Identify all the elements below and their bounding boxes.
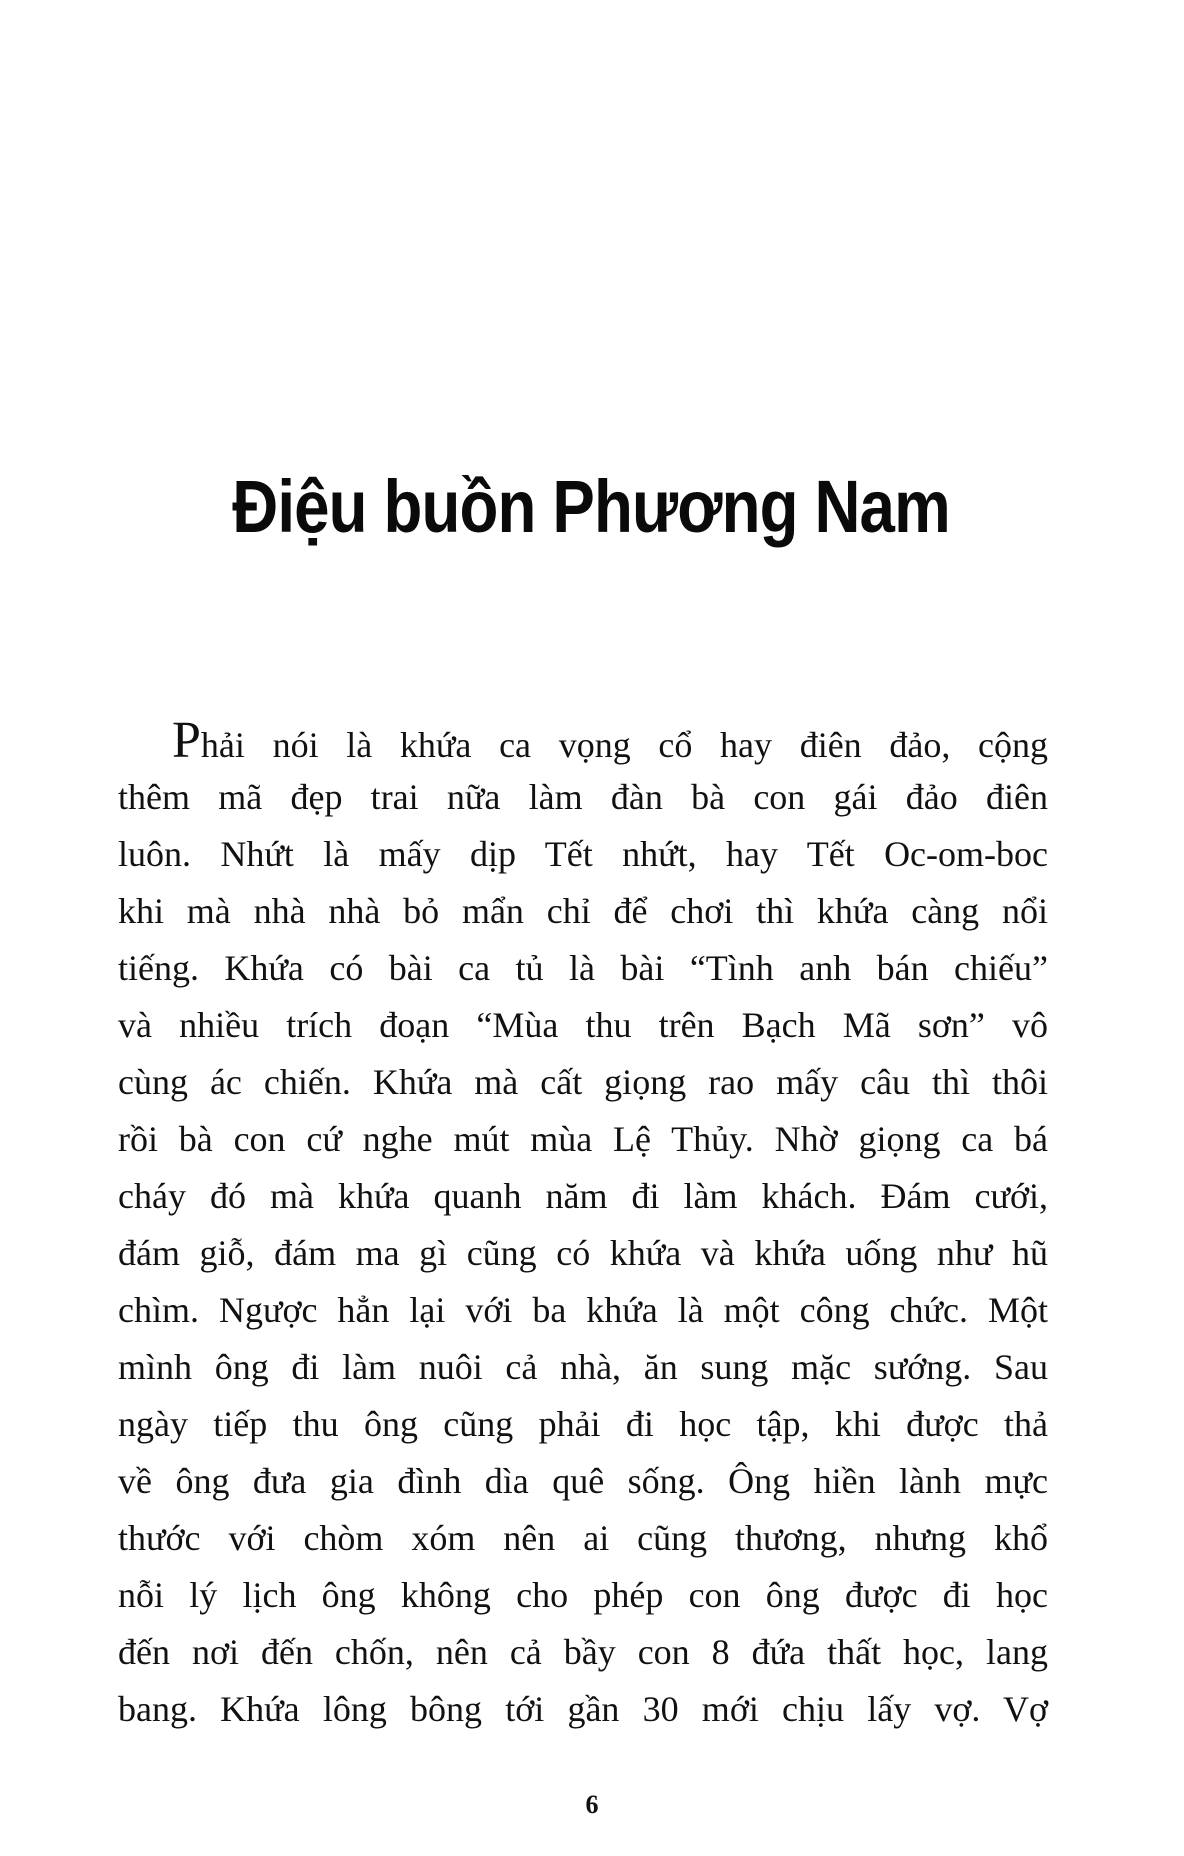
text-line: nỗi lý lịch ông không cho phép con ông được đi học [118,1575,1048,1615]
text-line: đến nơi đến chốn, nên cả bầy con 8 đứa thất học, lang [118,1632,1048,1672]
text-line: ngày tiếp thu ông cũng phải đi học tập, khi được thả [118,1404,1048,1444]
text-line: tiếng. Khứa có bài ca tủ là bài “Tình anh bán chiếu” [118,948,1048,988]
text-line: cùng ác chiến. Khứa mà cất giọng rao mấy câu thì thôi [118,1062,1048,1102]
text-line: đám giỗ, đám ma gì cũng có khứa và khứa uống như hũ [118,1233,1048,1273]
chapter-title: Điệu buồn Phương Nam [232,465,950,548]
text-line: bang. Khứa lông bông tới gần 30 mới chịu lấy vợ. Vợ [118,1689,1048,1729]
text-line: chìm. Ngược hẳn lại với ba khứa là một công chức. Một [118,1290,1048,1330]
text-line [118,712,1048,769]
body-paragraph [118,712,1048,1738]
bleed-through-marks [420,55,670,75]
drop-cap: P [172,712,201,769]
text-line: cháy đó mà khứa quanh năm đi làm khách. Đám cưới, [118,1176,1048,1216]
text-line: luôn. Nhứt là mấy dịp Tết nhứt, hay Tết Oc-om-boc [118,834,1048,874]
text-line: mình ông đi làm nuôi cả nhà, ăn sung mặc sướng. Sau [118,1347,1048,1387]
first-line-text: hải nói là khứa ca vọng cổ hay điên đảo, cộng [200,725,1048,765]
text-line: và nhiều trích đoạn “Mùa thu trên Bạch Mã sơn” vô [118,1005,1048,1045]
text-line: rồi bà con cứ nghe mút mùa Lệ Thủy. Nhờ giọng ca bá [118,1119,1048,1159]
text-line: thêm mã đẹp trai nữa làm đàn bà con gái đảo điên [118,777,1048,817]
text-line: thước với chòm xóm nên ai cũng thương, nhưng khổ [118,1518,1048,1558]
text-line: khi mà nhà nhà bỏ mẩn chỉ để chơi thì khứa càng nổi [118,891,1048,931]
text-line: về ông đưa gia đình dìa quê sống. Ông hiền lành mực [118,1461,1048,1501]
page-number: 6 [585,1790,599,1819]
